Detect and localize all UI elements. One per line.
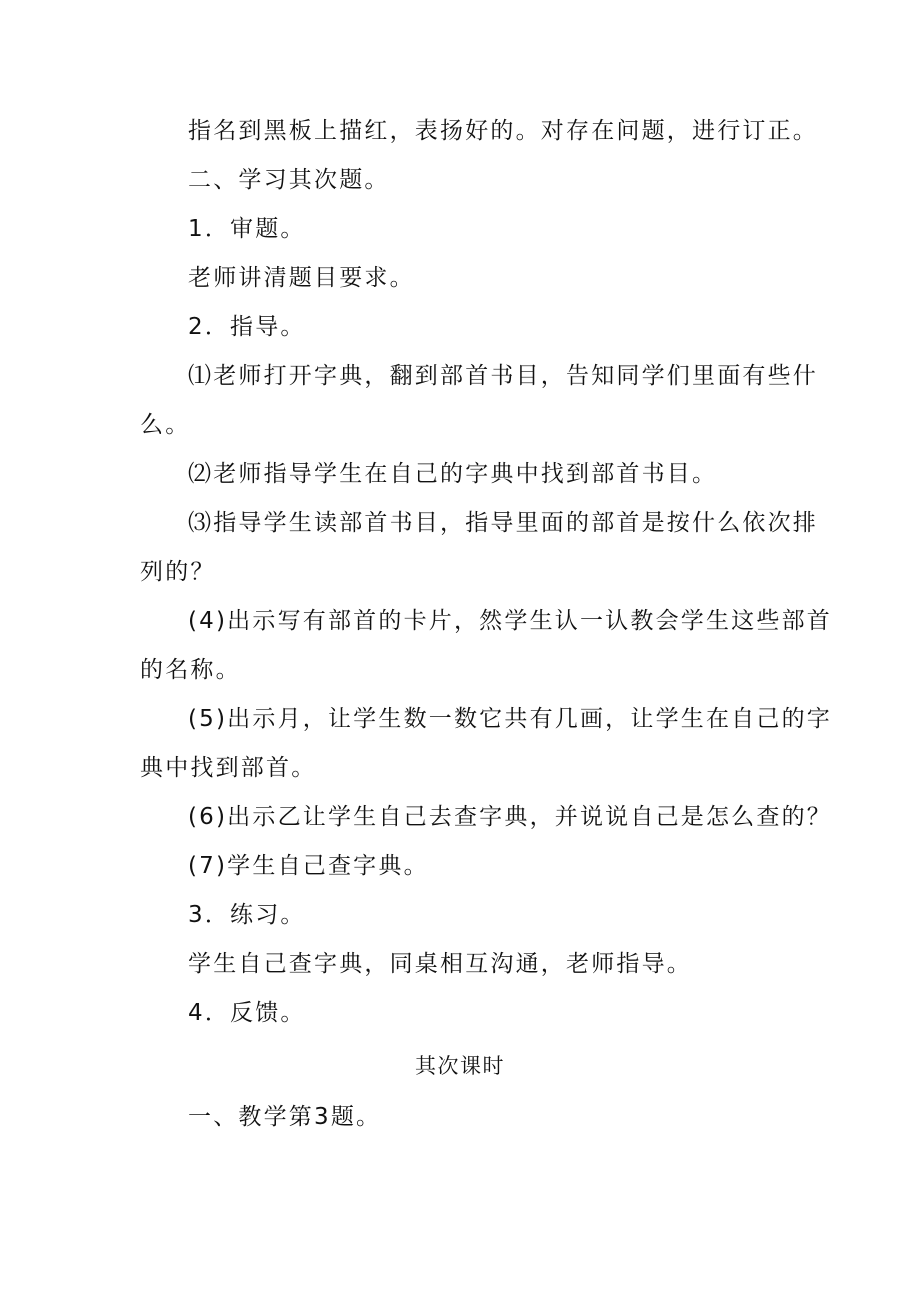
paragraph-line: 指名到黑板上描红，表扬好的。对存在问题，进行订正。 bbox=[188, 118, 818, 144]
paragraph-line: (7)学生自己查字典。 bbox=[188, 853, 429, 879]
paragraph-line: (5)出示月，让学生数一数它共有几画，让学生在自己的字 bbox=[188, 706, 832, 732]
paragraph-line: ⑵老师指导学生在自己的字典中找到部首书目。 bbox=[188, 461, 718, 487]
paragraph-line-continuation: 的名称。 bbox=[140, 657, 241, 683]
step-heading: 2．指导。 bbox=[188, 314, 306, 340]
paragraph-line-continuation: 典中找到部首。 bbox=[140, 755, 317, 781]
step-heading: 1．审题。 bbox=[188, 216, 306, 242]
lesson-title: 其次课时 bbox=[415, 1054, 505, 1078]
paragraph-line: (6)出示乙让学生自己去查字典，并说说自己是怎么查的？ bbox=[188, 804, 832, 830]
paragraph-line: ⑶指导学生读部首书目，指导里面的部首是按什么依次排 bbox=[188, 510, 818, 536]
section-heading: 一、教学第3题。 bbox=[188, 1104, 382, 1130]
paragraph-line: 老师讲清题目要求。 bbox=[188, 265, 415, 291]
section-heading: 二、学习其次题。 bbox=[188, 167, 390, 193]
paragraph-line: (4)出示写有部首的卡片，然学生认一认教会学生这些部首 bbox=[188, 608, 832, 634]
step-heading: 4．反馈。 bbox=[188, 1000, 306, 1026]
step-heading: 3．练习。 bbox=[188, 902, 306, 928]
paragraph-line-continuation: 么。 bbox=[140, 412, 191, 438]
paragraph-line: ⑴老师打开字典，翻到部首书目，告知同学们里面有些什 bbox=[188, 363, 818, 389]
paragraph-line-continuation: 列的？ bbox=[140, 559, 216, 585]
paragraph-line: 学生自己查字典，同桌相互沟通，老师指导。 bbox=[188, 951, 692, 977]
